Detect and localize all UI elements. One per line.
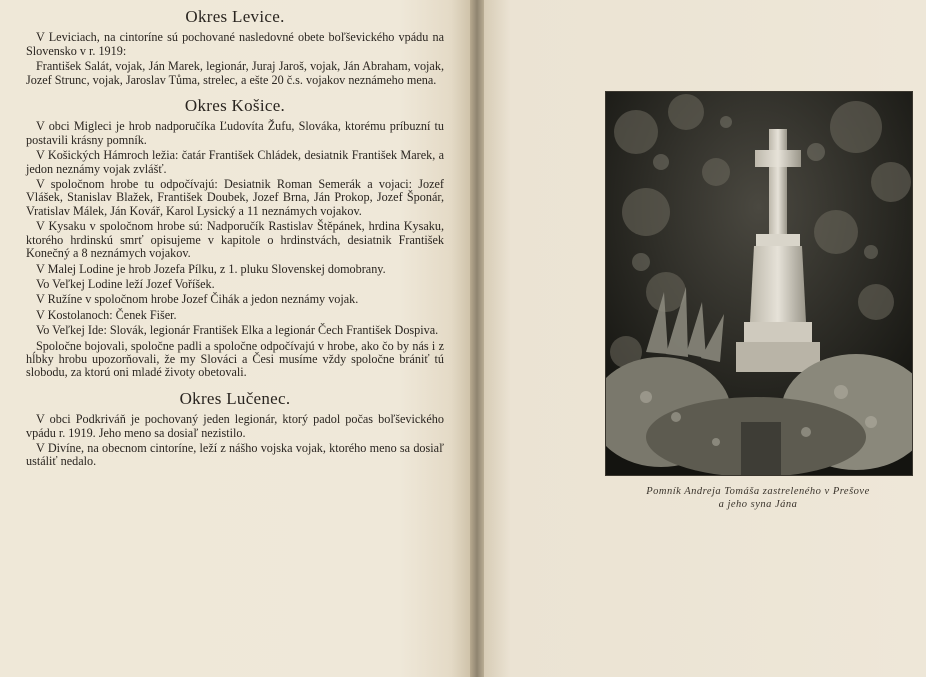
paragraph: V Košických Hámroch ležia: čatár František Chládek, desiatnik František Marek, a jedon neznámy vojak zvlášť. [26, 148, 444, 176]
paragraph: V obci Migleci je hrob nadporučíka Ľudovíta Žufu, Slováka, ktorému príbuzní tu postavili krásny pomník. [26, 119, 444, 147]
memorial-cross-photo [605, 91, 913, 476]
paragraph: V Malej Lodine je hrob Jozefa Pílku, z 1. pluku Slovenskej domobrany. [36, 261, 386, 276]
paragraph: V Kysaku v spoločnom hrobe sú: Nadporučík Rastislav Štěpánek, hrdina Kysaku, ktorého hrdinskú smrť opisujeme v kapitole o hrdinstvách, desiatnik František Konečný a 8 neznámych vojakov. [26, 219, 444, 261]
paragraph: V obci Podkriváň je pochovaný jeden legionár, ktorý padol počas boľševického vpádu r. 1919. Jeho meno sa dosiaľ nezistilo. [26, 412, 444, 440]
paragraph: Vo Veľkej Ide: Slovák, legionár František Elka a legionár Čech František Dospiva. [36, 323, 439, 338]
paragraph: František Salát, vojak, Ján Marek, legionár, Juraj Jaroš, vojak, Ján Abraham, vojak, Jozef Strunc, vojak, Jaroslav Tůma, strelec, a ešte 20 č.s. vojakov neznámeho mena. [26, 59, 444, 87]
paragraph: V Kostolanoch: Čenek Fišer. [36, 307, 177, 322]
section-heading-lucenec: Okres Lučenec. [179, 388, 291, 408]
section-heading-levice: Okres Levice. [185, 7, 285, 26]
photo-caption [600, 485, 916, 511]
paragraph: V Leviciach, na cintoríne sú pochované nasledovné obete boľševického vpádu na Slovensko v r. 1919: [26, 30, 444, 58]
caption-line-2: a jeho syna Jána [718, 499, 798, 510]
section-heading-kosice: Okres Košice. [184, 96, 286, 116]
caption-line-1: Pomník Andreja Tomáša zastreleného v Prešove [646, 486, 870, 497]
paragraph: V Ružíne v spoločnom hrobe Jozef Čihák a jedon neznámy vojak. [36, 292, 359, 307]
paragraph: V Divíne, na obecnom cintoríne, leží z nášho vojska vojak, ktorého meno sa dosiaľ ustáliť nedalo. [26, 440, 444, 469]
right-page [484, 0, 926, 677]
left-page-text [26, 6, 444, 471]
paragraph: Vo Veľkej Lodine leží Jozef Voříšek. [36, 276, 215, 291]
paragraph: Spoločne bojovali, spoločne padli a spoločne odpočívajú v hrobe, ako čo by nás i z hĺbky hrobu upozorňovali, že my Slováci a Česi musíme vždy spoločne brániť tú slobodu, za ktorú oni mladé životy obetovali. [26, 338, 444, 380]
paragraph: V spoločnom hrobe tu odpočívajú: Desiatnik Roman Semerák a vojaci: Jozef Vlášek, Stanislav Blažek, František Doubek, Jozef Brna, Ján Prokop, Jozef Šponár, Vratislav Málek, Ján Kovář, Karol Lysický a 11 neznámych vojakov. [26, 177, 444, 218]
book-gutter [470, 0, 484, 677]
